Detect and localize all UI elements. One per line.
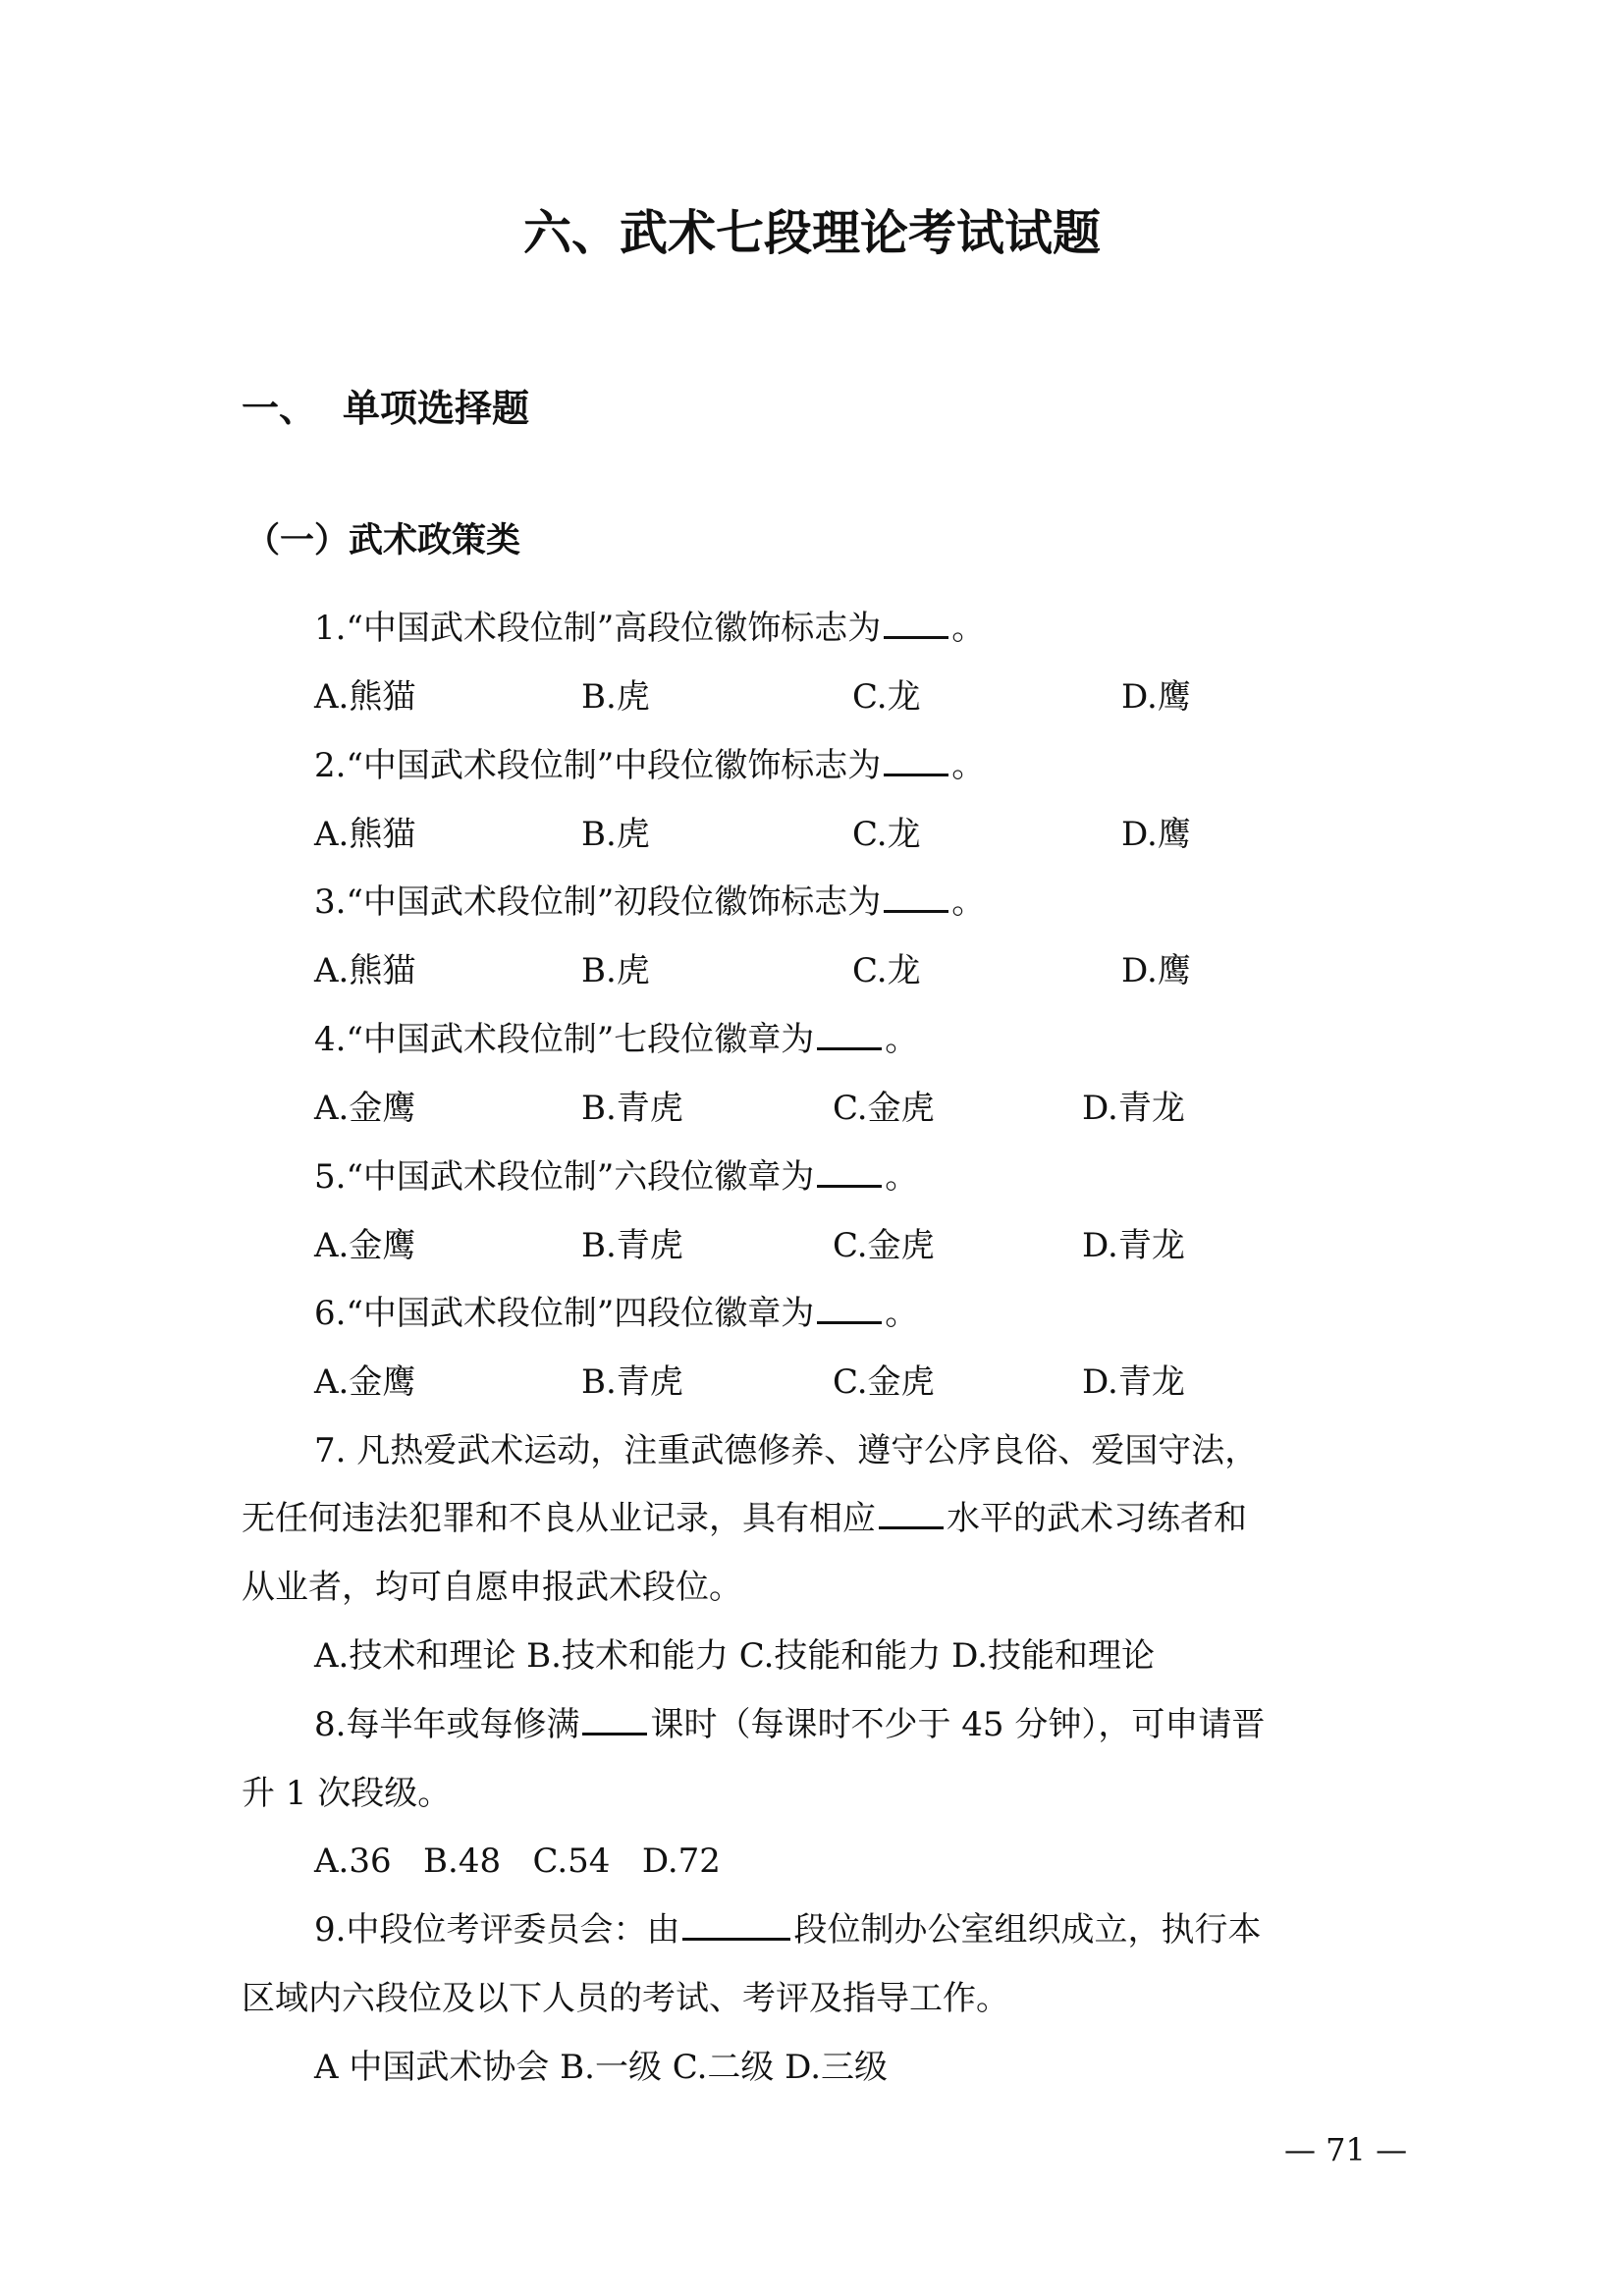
option-c: C.龙 [852, 815, 921, 854]
option-c: C.金虎 [833, 1226, 935, 1265]
question-7-line-2: 无任何违法犯罪和不良从业记录，具有相应 水平的武术习练者和 [242, 1499, 1247, 1538]
option-c: C.金虎 [833, 1362, 935, 1402]
question-7-options: A.技术和理论 B.技术和能力 C.技能和能力 D.技能和理论 [314, 1636, 1156, 1676]
option-a: A.金鹰 [314, 1089, 416, 1128]
section-heading [242, 379, 529, 438]
page-number: — 71 — [1284, 2131, 1408, 2168]
question-7-line-1: 7. 凡热爱武术运动，注重武德修养、遵守公序良俗、爱国守法， [314, 1431, 1259, 1470]
question-9-options: A 中国武术协会 B.一级 C.二级 D.三级 [314, 2048, 889, 2087]
option-c: C.龙 [852, 677, 921, 717]
question-9-line-2: 区域内六段位及以下人员的考试、考评及指导工作。 [242, 1979, 1009, 2018]
subsection-heading: （一）武术政策类 [245, 521, 521, 561]
option-a: A.熊猫 [314, 951, 416, 990]
answer-blank [582, 1703, 647, 1735]
question-4: 4.“中国武术段位制”七段位徽章为 。 [314, 1020, 919, 1059]
answer-blank [884, 607, 948, 639]
option-b: B.青虎 [581, 1226, 683, 1265]
section-number: 一、 [242, 387, 317, 430]
page-title: 六、武术七段理论考试试题 [522, 205, 1101, 261]
answer-blank [884, 881, 948, 913]
option-b: B.虎 [581, 951, 650, 990]
answer-blank [682, 1908, 790, 1941]
question-8-options: A.36 B.48 C.54 D.72 [314, 1842, 721, 1881]
answer-blank [817, 1018, 882, 1050]
option-a: A.金鹰 [314, 1362, 416, 1402]
option-b: B.虎 [581, 677, 650, 717]
answer-blank [879, 1497, 944, 1529]
option-d: D.青龙 [1082, 1226, 1185, 1265]
answer-blank [817, 1292, 882, 1324]
option-d: D.鹰 [1121, 677, 1191, 717]
option-a: A.熊猫 [314, 677, 416, 717]
question-7-line-3: 从业者，均可自愿申报武术段位。 [242, 1568, 742, 1607]
option-d: D.青龙 [1082, 1089, 1185, 1128]
option-c: C.龙 [852, 951, 921, 990]
question-6: 6.“中国武术段位制”四段位徽章为 。 [314, 1294, 919, 1333]
question-1: 1.“中国武术段位制”高段位徽饰标志为 。 [314, 609, 986, 648]
option-a: A.金鹰 [314, 1226, 416, 1265]
question-5: 5.“中国武术段位制”六段位徽章为 。 [314, 1157, 919, 1197]
section-title: 单项选择题 [343, 387, 530, 430]
question-8-line-1: 8.每半年或每修满 课时（每课时不少于 45 分钟），可申请晋 [314, 1705, 1266, 1744]
option-d: D.青龙 [1082, 1362, 1185, 1402]
option-c: C.金虎 [833, 1089, 935, 1128]
option-d: D.鹰 [1121, 815, 1191, 854]
option-b: B.青虎 [581, 1362, 683, 1402]
question-3: 3.“中国武术段位制”初段位徽饰标志为 。 [314, 882, 986, 922]
answer-blank [884, 744, 948, 776]
question-8-line-2: 升 1 次段级。 [242, 1774, 452, 1813]
question-2: 2.“中国武术段位制”中段位徽饰标志为 。 [314, 746, 986, 785]
answer-blank [817, 1155, 882, 1188]
option-b: B.青虎 [581, 1089, 683, 1128]
option-b: B.虎 [581, 815, 650, 854]
option-d: D.鹰 [1121, 951, 1191, 990]
question-9-line-1: 9.中段位考评委员会：由 段位制办公室组织成立，执行本 [314, 1910, 1262, 1949]
option-a: A.熊猫 [314, 815, 416, 854]
